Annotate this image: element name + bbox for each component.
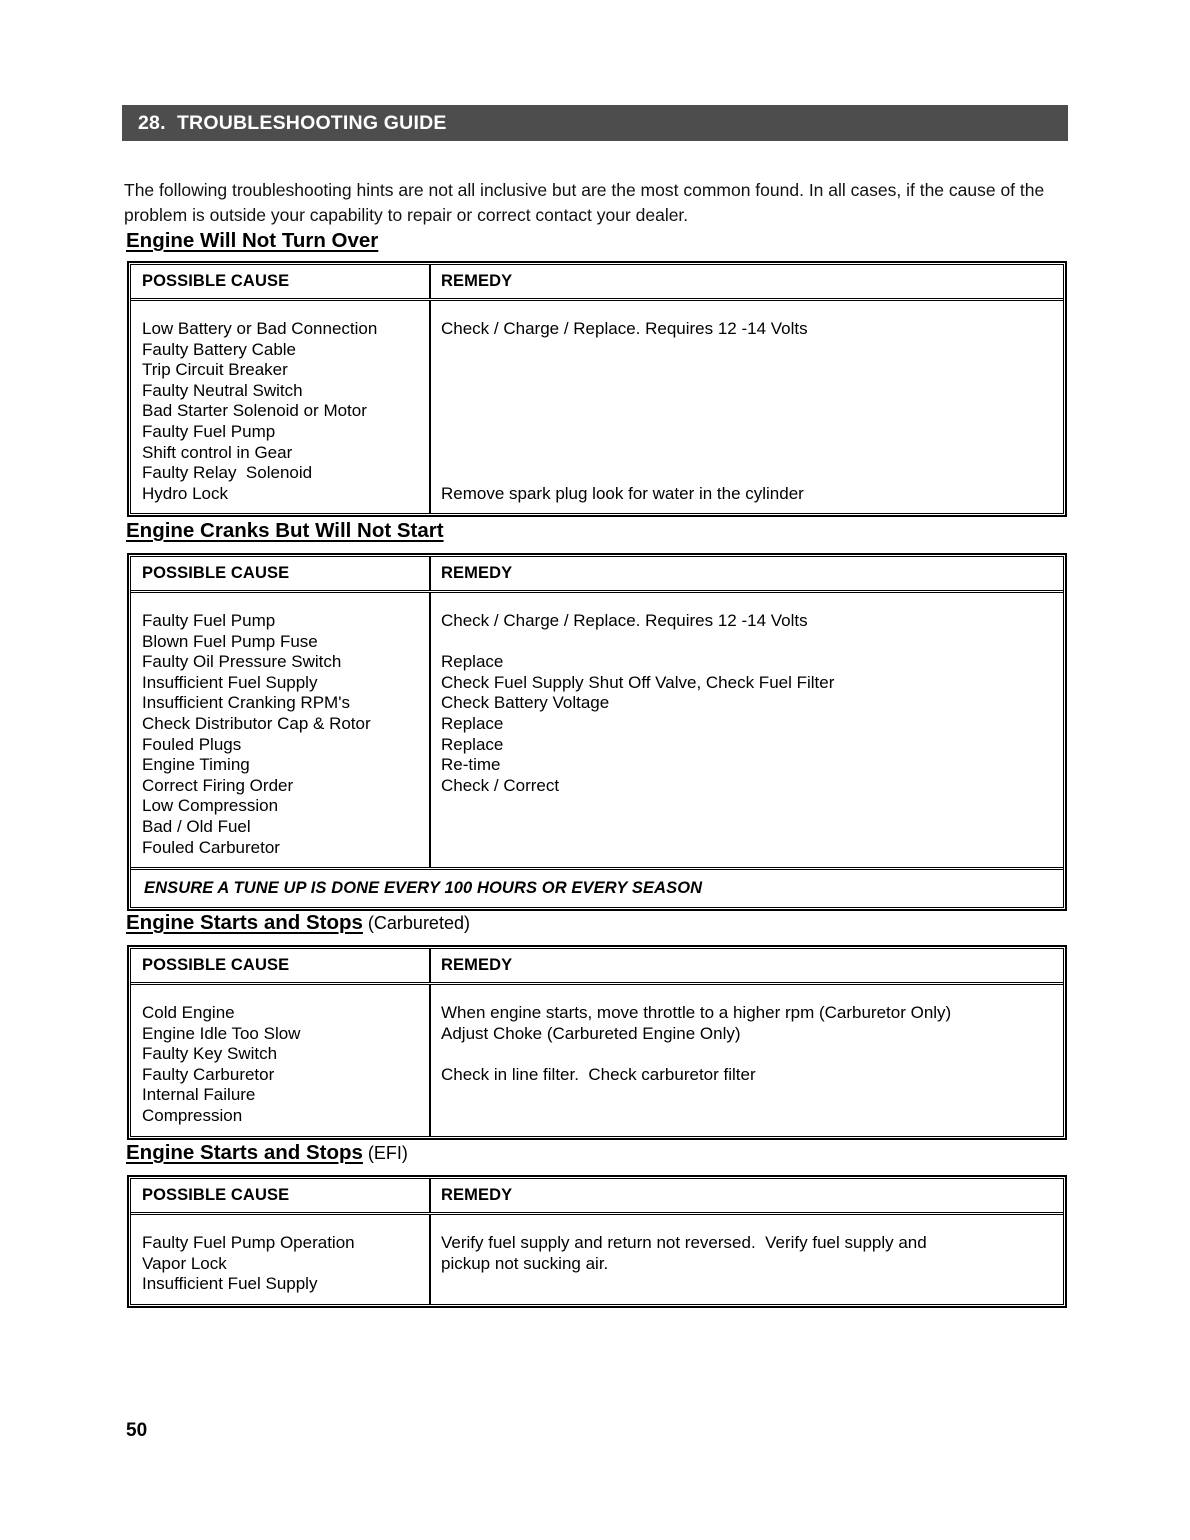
column-header-possible-cause: POSSIBLE CAUSE	[131, 557, 431, 590]
cell-line: Insufficient Fuel Supply	[142, 1274, 318, 1294]
cause-cell	[131, 301, 431, 513]
cell-line: Trip Circuit Breaker	[142, 360, 288, 380]
table-header-row	[131, 1179, 1063, 1215]
cell-line: Fouled Carburetor	[142, 837, 280, 857]
cause-cell	[131, 593, 431, 867]
cell-line: Vapor Lock	[142, 1253, 227, 1273]
section-header-title: 28. TROUBLESHOOTING GUIDE	[138, 111, 447, 134]
column-header-remedy: REMEDY	[441, 272, 513, 290]
table-body-row	[131, 985, 1063, 1136]
cell-line: Replace	[441, 713, 504, 733]
table-header-row	[131, 557, 1063, 593]
cell-line: Remove spark plug look for water in the cylinder	[441, 483, 804, 503]
cell-line	[441, 1044, 1063, 1065]
cell-line	[441, 401, 1063, 422]
cell-line	[441, 796, 1063, 817]
cell-line: Shift control in Gear	[142, 442, 293, 462]
cell-line	[441, 1085, 1063, 1106]
cell-line: Engine Idle Too Slow	[142, 1023, 301, 1043]
cell-line: Re-time	[441, 755, 501, 775]
column-header-remedy: REMEDY	[441, 956, 513, 974]
cell-line: Insufficient Fuel Supply	[142, 672, 318, 692]
cell-line: pickup not sucking air.	[441, 1253, 609, 1273]
cell-line: Hydro Lock	[142, 483, 228, 503]
table-engine-starts-and-stops-carbureted	[127, 945, 1067, 1140]
cell-line: Insufficient Cranking RPM's	[142, 693, 350, 713]
cell-line	[441, 632, 1063, 653]
table-engine-starts-and-stops-efi	[127, 1175, 1067, 1308]
cell-line: Internal Failure	[142, 1085, 256, 1105]
table-inner	[130, 948, 1064, 1137]
cell-line: Replace	[441, 734, 504, 754]
intro-paragraph: The following troubleshooting hints are not all inclusive but are the most common found. In all cases, if the cause of the problem is outside your capability to repair or correct contact your dealer.	[124, 179, 1045, 225]
cell-line: Verify fuel supply and return not reversed. Verify fuel supply and	[441, 1233, 927, 1252]
table-inner	[130, 556, 1064, 908]
cell-line	[441, 817, 1063, 838]
heading-text: Engine Cranks But Will Not Start	[126, 519, 444, 542]
remedy-cell	[431, 301, 1063, 513]
cell-line: Low Battery or Bad Connection	[142, 319, 378, 338]
cell-line: Faulty Key Switch	[142, 1044, 278, 1064]
heading-suffix: (Carbureted)	[362, 913, 470, 933]
heading-engine-starts-and-stops-efi	[126, 1141, 408, 1165]
heading-engine-will-not-turn-over	[126, 229, 378, 253]
heading-text: Engine Starts and Stops	[126, 1141, 363, 1164]
cell-line	[441, 422, 1063, 443]
cell-line: Correct Firing Order	[142, 775, 294, 795]
cell-line: Check Fuel Supply Shut Off Valve, Check Fuel Filter	[441, 672, 835, 692]
table-notice-row	[131, 867, 1063, 907]
table-inner	[130, 1178, 1064, 1305]
cell-line	[441, 381, 1063, 402]
heading-text: Engine Starts and Stops	[126, 911, 363, 934]
cell-line: Faulty Oil Pressure Switch	[142, 652, 342, 672]
cell-line: Check / Charge / Replace. Requires 12 -14 Volts	[441, 611, 808, 630]
table-body-row	[131, 301, 1063, 513]
cell-line: Fouled Plugs	[142, 734, 242, 754]
heading-suffix: (EFI)	[362, 1143, 408, 1163]
cell-line	[441, 1106, 1063, 1127]
column-header-possible-cause: POSSIBLE CAUSE	[131, 1179, 431, 1212]
remedy-cell	[431, 1215, 1063, 1304]
cause-cell	[131, 1215, 431, 1304]
cell-line	[441, 360, 1063, 381]
table-body-row	[131, 1215, 1063, 1304]
cell-line: When engine starts, move throttle to a higher rpm (Carburetor Only)	[441, 1003, 952, 1022]
cell-line: Compression	[142, 1105, 243, 1125]
cell-line: Cold Engine	[142, 1003, 235, 1022]
column-header-possible-cause: POSSIBLE CAUSE	[131, 265, 431, 298]
column-header-remedy: REMEDY	[441, 564, 513, 582]
cell-line: Faulty Battery Cable	[142, 339, 297, 359]
heading-engine-cranks-but-will-not-start	[126, 519, 444, 543]
cell-line: Faulty Relay Solenoid	[142, 463, 313, 483]
cell-line	[441, 463, 1063, 484]
cell-line: Faulty Neutral Switch	[142, 380, 303, 400]
cell-line: Check Battery Voltage	[441, 693, 610, 713]
table-inner	[130, 264, 1064, 514]
cell-line	[441, 838, 1063, 859]
cell-line: Check / Charge / Replace. Requires 12 -14 Volts	[441, 319, 808, 338]
heading-text: Engine Will Not Turn Over	[126, 229, 379, 252]
cell-line: Check Distributor Cap & Rotor	[142, 713, 371, 733]
cell-line	[441, 443, 1063, 464]
table-engine-will-not-turn-over	[127, 261, 1067, 517]
table-body-row	[131, 593, 1063, 867]
cell-line: Low Compression	[142, 796, 279, 816]
cell-line	[441, 340, 1063, 361]
table-header-row	[131, 949, 1063, 985]
table-header-row	[131, 265, 1063, 301]
tune-up-notice: ENSURE A TUNE UP IS DONE EVERY 100 HOURS OR EVERY SEASON	[144, 879, 703, 898]
column-header-remedy: REMEDY	[441, 1186, 513, 1204]
cell-line: Faulty Fuel Pump	[142, 611, 276, 630]
cell-line: Bad / Old Fuel	[142, 816, 251, 836]
cell-line: Faulty Fuel Pump Operation	[142, 1233, 355, 1252]
remedy-cell	[431, 593, 1063, 867]
heading-engine-starts-and-stops-carbureted	[126, 911, 470, 935]
page-number: 50	[126, 1420, 148, 1441]
remedy-cell	[431, 985, 1063, 1136]
cell-line: Check / Correct	[441, 775, 560, 795]
section-header-bar	[122, 105, 1068, 141]
cell-line: Faulty Fuel Pump	[142, 421, 276, 441]
cell-line: Engine Timing	[142, 755, 250, 775]
cell-line: Adjust Choke (Carbureted Engine Only)	[441, 1023, 741, 1043]
cell-line: Replace	[441, 652, 504, 672]
cell-line: Faulty Carburetor	[142, 1064, 275, 1084]
cell-line	[441, 1274, 1063, 1295]
cell-line: Bad Starter Solenoid or Motor	[142, 401, 367, 421]
cell-line: Blown Fuel Pump Fuse	[142, 631, 318, 651]
cell-line: Check in line filter. Check carburetor filter	[441, 1064, 756, 1084]
column-header-possible-cause: POSSIBLE CAUSE	[131, 949, 431, 982]
table-engine-cranks-but-will-not-start	[127, 553, 1067, 911]
cause-cell	[131, 985, 431, 1136]
